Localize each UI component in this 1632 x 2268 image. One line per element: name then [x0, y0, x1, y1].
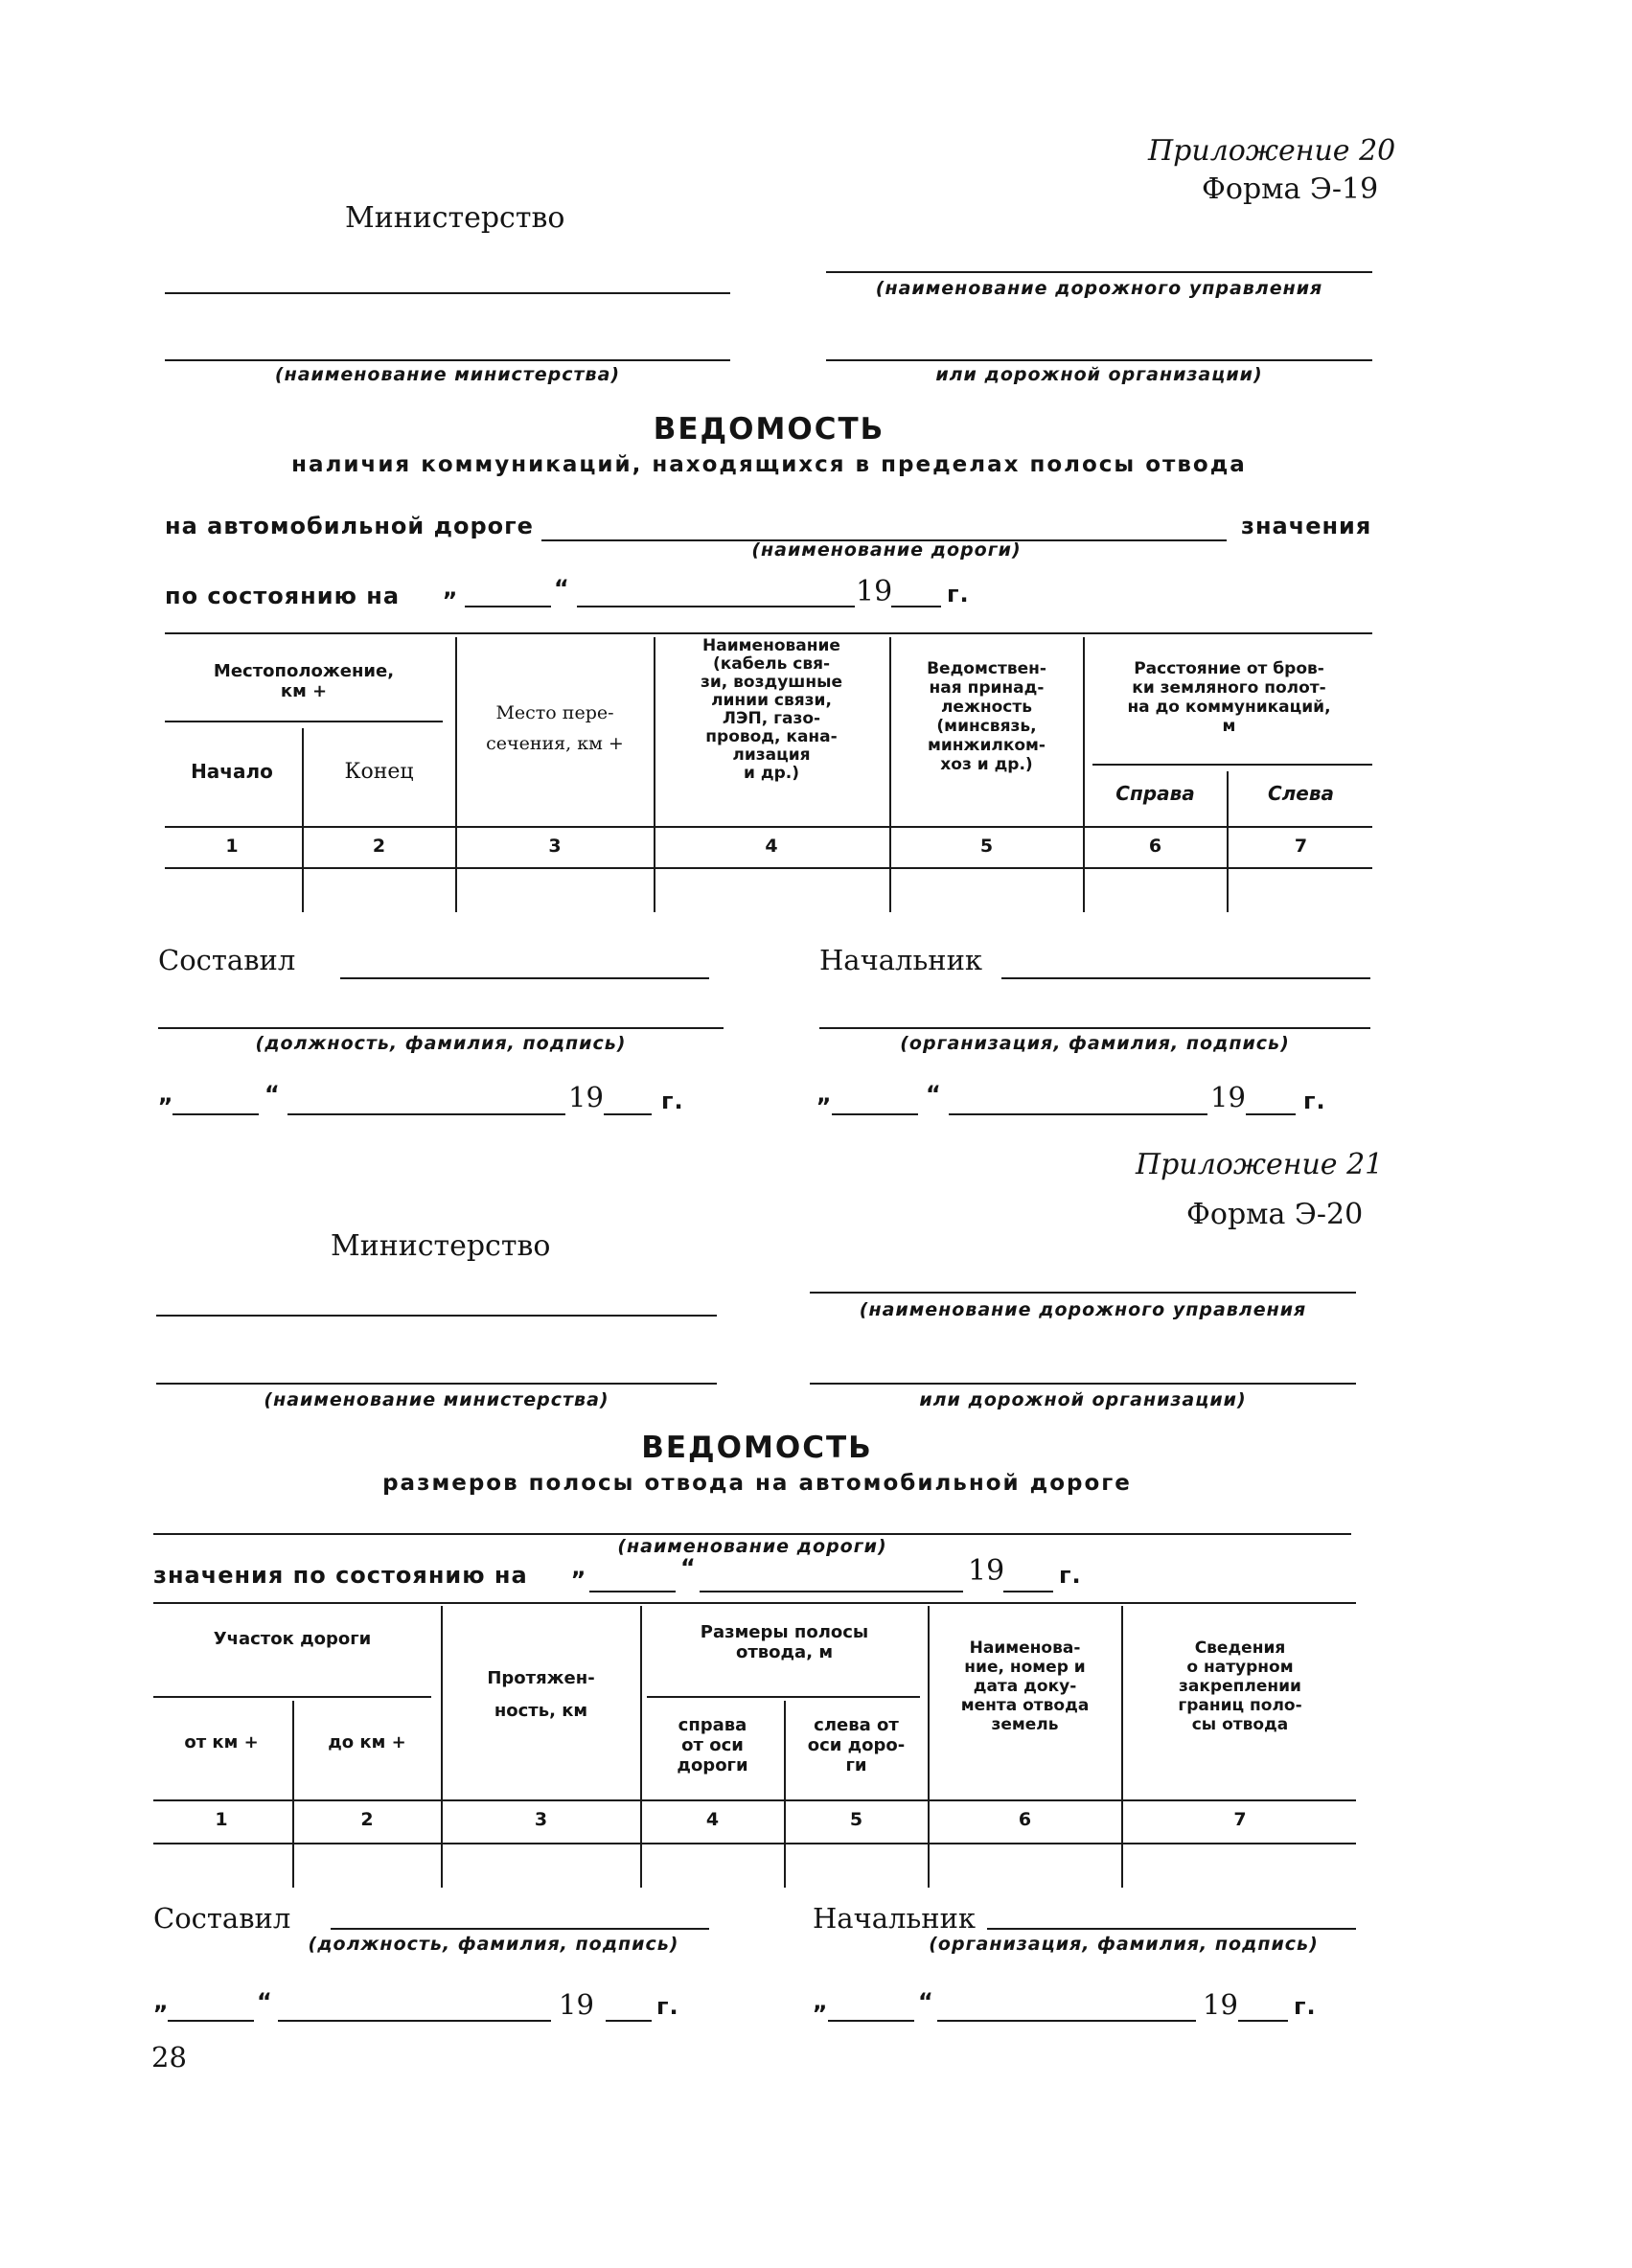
chief-date-open: „ — [816, 1081, 833, 1108]
chief-date-year-line — [1246, 1113, 1296, 1115]
ministry-line-1 — [165, 292, 730, 294]
header-crossing: Место пере- сечения, км + — [486, 702, 624, 754]
page-number: 28 — [151, 2041, 187, 2073]
compiled-date-close: “ — [264, 1081, 281, 1108]
compiled-label: Составил — [158, 944, 296, 976]
chief-label-2: Начальник — [813, 1902, 977, 1935]
road-org-caption: или дорожной организации) — [935, 364, 1263, 385]
chief-date-month-line-2 — [937, 2020, 1196, 2022]
header-from-km: от км + — [184, 1732, 259, 1753]
compiled-date-close-2: “ — [257, 1988, 273, 2015]
col-number-1: 1 — [225, 836, 239, 857]
col2-number-7: 7 — [1233, 1809, 1247, 1830]
chief-date-close: “ — [926, 1081, 942, 1108]
compiled-date-suffix-2: г. — [656, 1993, 679, 2020]
date-close-quote-2: “ — [680, 1554, 697, 1581]
document-subtitle-2: размеров полосы отвода на автомобильной дороге — [382, 1471, 1132, 1496]
col2-number-5: 5 — [849, 1809, 863, 1830]
col-divider-3 — [654, 637, 655, 912]
numbers2-bottom-line — [153, 1843, 1356, 1844]
road-caption-2: (наименование дороги) — [617, 1536, 887, 1557]
col-divider-6 — [1227, 771, 1229, 912]
col2-number-4: 4 — [705, 1809, 720, 1830]
col-number-4: 4 — [765, 836, 778, 857]
compiled-date-year-line-2 — [606, 2020, 652, 2022]
chief-date-suffix: г. — [1303, 1088, 1326, 1114]
road-admin-line — [826, 271, 1372, 273]
date-close-quote: “ — [554, 575, 570, 602]
col2-divider-2 — [441, 1606, 443, 1888]
widths-subheader-line — [647, 1696, 920, 1698]
compiled-line-2 — [331, 1928, 709, 1930]
date-day-line-2 — [589, 1591, 676, 1592]
section-subheader-line — [153, 1696, 431, 1698]
state-label: по состоянию на — [165, 583, 401, 609]
header-ownership: Ведомствен- ная принад- лежность (минсвязь, минжилком- хоз и др.) — [927, 659, 1046, 774]
col2-divider-3 — [640, 1606, 642, 1888]
header-marking: Сведения о натурном закреплении границ поло- сы отвода — [1178, 1638, 1302, 1734]
compiled-date-year-line — [604, 1113, 652, 1115]
col2-number-6: 6 — [1018, 1809, 1032, 1830]
compiled-date-open-2: „ — [153, 1988, 170, 2015]
chief-date-year-2: 19 — [1203, 1988, 1238, 2021]
header-road-section: Участок дороги — [213, 1629, 372, 1649]
col-divider-4 — [889, 637, 891, 912]
header2-bottom-line — [153, 1799, 1356, 1801]
chief-date-open-2: „ — [813, 1988, 829, 2015]
col2-divider-5 — [928, 1606, 930, 1888]
chief-caption-2: (организация, фамилия, подпись) — [929, 1934, 1319, 1955]
compiled-date-open: „ — [158, 1081, 174, 1108]
document-subtitle: наличия коммуникаций, находящихся в пределах полосы отвода — [291, 452, 1247, 477]
form-label: Форма Э-19 — [1202, 172, 1379, 206]
header-document: Наименова- ние, номер и дата доку- мента отвода земель — [960, 1638, 1090, 1734]
header-length: Протяжен- ность, км — [487, 1668, 595, 1721]
road-org-line-2 — [810, 1383, 1356, 1385]
col-number-6: 6 — [1148, 836, 1162, 857]
chief-date-year-line-2 — [1238, 2020, 1288, 2022]
document-title: ВЕДОМОСТЬ — [653, 412, 885, 447]
date-day-line — [465, 606, 551, 607]
ministry-label-2: Министерство — [331, 1229, 551, 1263]
chief-line-2 — [987, 1928, 1356, 1930]
col2-divider-6 — [1121, 1606, 1123, 1888]
date-year-line — [891, 606, 941, 607]
header-name: Наименование (кабель свя- зи, воздушные линии связи, ЛЭП, газо- провод, кана- лизация и др.) — [701, 636, 842, 783]
compiled-date-month-line-2 — [278, 2020, 551, 2022]
chief-date-day-line — [832, 1113, 918, 1115]
date-open-quote: „ — [443, 575, 459, 602]
date-year: 19 — [856, 575, 893, 608]
numbers-bottom-line — [165, 867, 1372, 869]
date-month-line-2 — [700, 1591, 963, 1592]
header-location: Местоположение, км + — [213, 661, 395, 701]
road-name-line-2 — [153, 1533, 1351, 1535]
compiled-date-month-line — [287, 1113, 565, 1115]
header-widths: Размеры полосы отвода, м — [700, 1622, 869, 1662]
header-bottom-line — [165, 826, 1372, 828]
distance-subheader-line — [1092, 764, 1372, 766]
road-prefix: на автомобильной дороге — [165, 513, 534, 539]
compiled-line — [340, 977, 709, 979]
compiled-sign-line — [158, 1027, 724, 1029]
date-year-line-2 — [1003, 1591, 1053, 1592]
ministry-label: Министерство — [345, 201, 565, 235]
col2-divider-1 — [292, 1701, 294, 1888]
ministry-caption: (наименование министерства) — [274, 364, 621, 385]
chief-label: Начальник — [819, 944, 983, 976]
road-admin-caption: (наименование дорожного управления — [875, 278, 1323, 299]
road-org-line — [826, 359, 1372, 361]
date-month-line — [577, 606, 855, 607]
form-label-2: Форма Э-20 — [1186, 1198, 1364, 1231]
col2-divider-4 — [784, 1701, 786, 1888]
header-left: Слева — [1267, 782, 1335, 805]
chief-sign-line — [819, 1027, 1370, 1029]
compiled-date-day-line — [172, 1113, 259, 1115]
header-left-axis: слева от оси доро- ги — [807, 1715, 906, 1775]
road-admin-line-2 — [810, 1292, 1356, 1294]
chief-date-close-2: “ — [918, 1988, 934, 2015]
col-number-3: 3 — [548, 836, 562, 857]
col-divider-1 — [302, 728, 304, 912]
chief-line — [1001, 977, 1370, 979]
col-divider-5 — [1083, 637, 1085, 912]
compiled-label-2: Составил — [153, 1902, 291, 1935]
road-suffix: значения — [1241, 513, 1372, 539]
header-start: Начало — [191, 760, 273, 783]
col-number-7: 7 — [1294, 836, 1308, 857]
compiled-date-year: 19 — [568, 1081, 604, 1113]
chief-date-suffix-2: г. — [1294, 1993, 1317, 2020]
header-to-km: до км + — [328, 1732, 406, 1753]
table-top-border — [165, 632, 1372, 634]
chief-date-day-line-2 — [828, 2020, 914, 2022]
chief-date-month-line — [949, 1113, 1207, 1115]
col-divider-2 — [455, 637, 457, 912]
compiled-date-suffix: г. — [661, 1088, 684, 1114]
header-right-axis: справа от оси дороги — [677, 1715, 748, 1775]
ministry-line-2 — [165, 359, 730, 361]
date-open-quote-2: „ — [571, 1554, 587, 1581]
compiled-date-day-line-2 — [168, 2020, 254, 2022]
col-number-5: 5 — [979, 836, 994, 857]
ministry-caption-2: (наименование министерства) — [264, 1389, 609, 1410]
road-caption: (наименование дороги) — [751, 539, 1022, 561]
state-label-2: значения по состоянию на — [153, 1562, 528, 1589]
col2-number-3: 3 — [534, 1809, 548, 1830]
header-distance: Расстояние от бров- ки земляного полот- на до коммуникаций, м — [1127, 659, 1331, 736]
header-end: Конец — [344, 760, 414, 784]
col-number-2: 2 — [372, 836, 386, 857]
header-right: Справа — [1115, 782, 1195, 805]
chief-caption: (организация, фамилия, подпись) — [900, 1033, 1290, 1054]
appendix-label-2: Приложение 21 — [1136, 1148, 1384, 1181]
compiled-caption: (должность, фамилия, подпись) — [255, 1033, 627, 1054]
col2-number-2: 2 — [360, 1809, 374, 1830]
date-year-suffix-2: г. — [1059, 1562, 1082, 1589]
compiled-date-year-2: 19 — [559, 1988, 594, 2021]
table2-top-border — [153, 1602, 1356, 1604]
ministry-line-2-2 — [156, 1383, 717, 1385]
col2-number-1: 1 — [215, 1809, 228, 1830]
road-org-caption-2: или дорожной организации) — [919, 1389, 1247, 1410]
ministry-line-2-1 — [156, 1315, 717, 1317]
road-admin-caption-2: (наименование дорожного управления — [859, 1299, 1307, 1320]
date-year-2: 19 — [968, 1554, 1005, 1588]
chief-date-year: 19 — [1210, 1081, 1246, 1113]
date-year-suffix: г. — [947, 581, 970, 607]
compiled-caption-2: (должность, фамилия, подпись) — [308, 1934, 679, 1955]
appendix-label: Приложение 20 — [1148, 134, 1396, 168]
document-title-2: ВЕДОМОСТЬ — [641, 1431, 873, 1465]
location-subheader-line — [165, 721, 443, 722]
